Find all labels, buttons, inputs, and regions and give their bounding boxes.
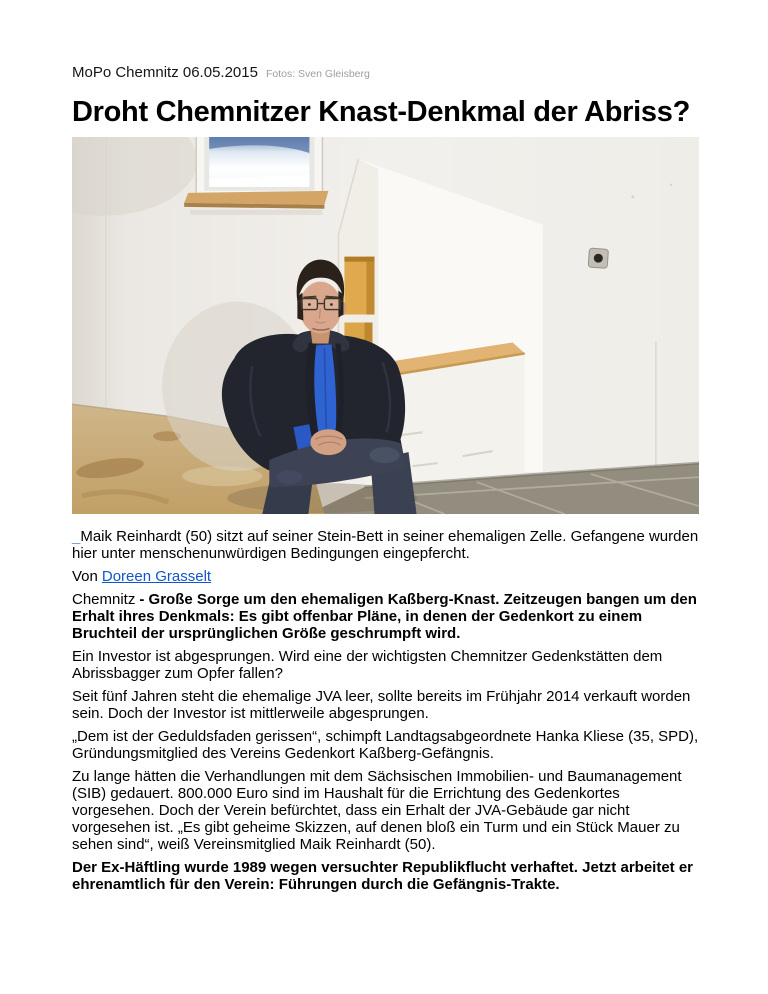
wall-socket xyxy=(588,248,608,268)
author-link[interactable]: Doreen Grasselt xyxy=(101,568,212,585)
byline-label: Von xyxy=(72,568,98,585)
caption-mark: _ xyxy=(72,528,81,545)
article-photo xyxy=(72,137,699,514)
location-lead: Chemnitz xyxy=(72,591,136,608)
photo-credit: Fotos: Sven Gleisberg xyxy=(265,68,370,80)
byline xyxy=(72,568,699,585)
paragraph-bold-text: - Große Sorge um den ehemaligen Kaßberg-Knast. Zeitzeugen bangen um den Erhalt ihres Denkmals: Es gibt offenbar Pläne, in denen der Gedenkort zu einem Bruchteil der ursprünglichen Größe geschrumpft wird. xyxy=(72,591,697,642)
caption-text: Maik Reinhardt (50) sitzt auf seiner Stein-Bett in seiner ehemaligen Zelle. Gefangene wurden hier unter menschenunwürdigen Bedingungen eingepfercht. xyxy=(72,528,699,562)
article-paragraph-2: Ein Investor ist abgesprungen. Wird eine der wichtigsten Chemnitzer Gedenkstätten dem Abrissbagger zum Opfer fallen? xyxy=(72,648,663,682)
photo-caption xyxy=(72,528,699,562)
article-paragraph-3: Seit fünf Jahren steht die ehemalige JVA leer, sollte bereits im Frühjahr 2014 verkauft worden sein. Doch der Investor ist mittlerweile abgesprungen. xyxy=(72,688,691,722)
cell-photo-illustration xyxy=(72,137,699,514)
article-paragraph-4: „Dem ist der Geduldsfaden gerissen“, schimpft Landtagsabgeordnete Hanka Kliese (35, SPD), Gründungsmitglied des Vereins Gedenkort Kaßberg-Gefängnis. xyxy=(72,728,699,762)
article-paragraph-1 xyxy=(72,591,699,642)
source-line xyxy=(72,64,699,83)
page-title: Droht Chemnitzer Knast-Denkmal der Abriss? xyxy=(72,96,690,128)
article-paragraph-6: Der Ex-Häftling wurde 1989 wegen versuchter Republikflucht verhaftet. Jetzt arbeitet er ehrenamtlich für den Verein: Führungen durch die Gefängnis-Trakte. xyxy=(72,859,694,893)
cell-window xyxy=(184,137,328,215)
article-paragraph-5: Zu lange hätten die Verhandlungen mit dem Sächsischen Immobilien- und Baumanagement (SIB) gedauert. 800.000 Euro sind im Haushalt für die Errichtung des Gedenkortes vorgesehen. Doch der Verein befürchtet, dass ein Erhalt der JVA-Gebäude gar nicht vorgesehen ist. „Es gibt geheime Skizzen, auf denen bloß ein Turm und ein Stück Mauer zu sehen sind“, weiß Vereinsmitglied Maik Reinhardt (50). xyxy=(72,768,682,853)
source-text: MoPo Chemnitz 06.05.2015 xyxy=(72,64,258,81)
